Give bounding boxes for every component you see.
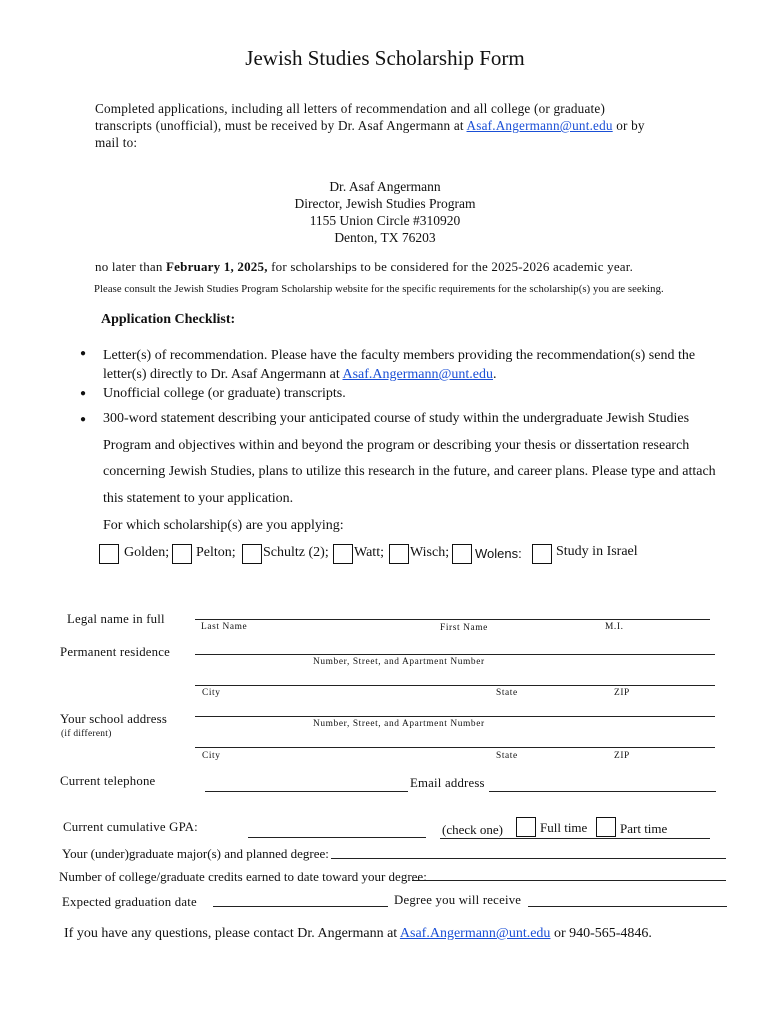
address-line-2: Director, Jewish Studies Program <box>294 196 476 211</box>
contact-note <box>64 926 652 942</box>
school-street-input[interactable] <box>195 716 715 717</box>
address-line-4: Denton, TX 76203 <box>334 230 436 245</box>
bullet-2: ● <box>80 388 87 399</box>
school-zip-label: ZIP <box>614 751 630 761</box>
wolens-checkbox[interactable] <box>452 544 472 564</box>
gpa-input[interactable] <box>248 837 426 838</box>
watt-label: Watt; <box>354 545 384 560</box>
wisch-label: Wisch; <box>410 545 450 560</box>
checklist-item-statement-line-3: concerning Jewish Studies, plans to utilize this research in the future, and career plans. Please type and attach <box>103 464 716 479</box>
intro-paragraph <box>95 100 655 151</box>
israel-checkbox[interactable] <box>532 544 552 564</box>
footer-email-link[interactable]: Asaf.Angermann@unt.edu <box>399 926 551 941</box>
email-label: Email address <box>410 776 485 790</box>
golden-checkbox[interactable] <box>99 544 119 564</box>
consult-note: Please consult the Jewish Studies Program Scholarship website for the specific requirements for the scholarship(s) you are seeking. <box>94 284 664 295</box>
address-line-3: 1155 Union Circle #310920 <box>309 213 461 228</box>
grad-date-label: Expected graduation date <box>62 895 197 909</box>
full-time-checkbox[interactable] <box>516 817 536 837</box>
mailing-address <box>0 178 770 246</box>
permanent-street-label: Number, Street, and Apartment Number <box>313 657 485 667</box>
checklist-item-letters <box>103 346 723 384</box>
check-one-label: (check one) <box>442 822 503 837</box>
deadline-date: February 1, 2025, <box>166 259 268 274</box>
permanent-state-label: State <box>496 688 518 698</box>
major-input[interactable] <box>331 858 726 859</box>
telephone-label: Current telephone <box>60 774 156 788</box>
intro-email-link[interactable]: Asaf.Angermann@unt.edu <box>466 118 613 133</box>
school-city-input[interactable] <box>195 747 715 748</box>
full-time-label: Full time <box>540 820 588 835</box>
golden-label: Golden; <box>124 545 170 560</box>
watt-checkbox[interactable] <box>333 544 353 564</box>
contact-phone-text: or 940-565-4846. <box>550 926 652 941</box>
checklist-email-link[interactable]: Asaf.Angermann@unt.edu <box>342 367 494 382</box>
first-name-label: First Name <box>440 623 488 633</box>
permanent-city-label: City <box>202 688 221 698</box>
enrollment-underline <box>440 838 710 839</box>
checklist-item-letters-end: . <box>493 367 497 382</box>
pelton-checkbox[interactable] <box>172 544 192 564</box>
contact-text: If you have any questions, please contact Dr. Angermann at <box>64 926 400 941</box>
permanent-city-input[interactable] <box>195 685 715 686</box>
checklist-item-statement-line-2: Program and objectives within and beyond the program or describing your thesis or dissertation research <box>103 438 690 453</box>
permanent-street-input[interactable] <box>195 654 715 655</box>
school-street-label: Number, Street, and Apartment Number <box>313 719 485 729</box>
part-time-label: Part time <box>620 821 668 836</box>
permanent-zip-label: ZIP <box>614 688 630 698</box>
bullet-1: ● <box>80 348 87 359</box>
form-title: Jewish Studies Scholarship Form <box>245 46 525 70</box>
checklist-item-statement-line-1: 300-word statement describing your anticipated course of study within the undergraduate Jewish Studies <box>103 411 690 426</box>
if-different-label: (if different) <box>61 729 112 739</box>
checklist-item-letters-text: Letter(s) of recommendation. Please have the faculty members providing the recommendation(s) send the letter(s) directly to Dr. Asaf Angermann at <box>103 348 696 382</box>
email-input[interactable] <box>489 791 716 792</box>
gpa-label: Current cumulative GPA: <box>63 820 198 834</box>
school-state-label: State <box>496 751 518 761</box>
schultz-label: Schultz (2); <box>263 545 329 560</box>
checklist-item-transcripts: Unofficial college (or graduate) transcripts. <box>103 386 346 401</box>
mi-label: M.I. <box>605 622 624 632</box>
degree-input[interactable] <box>528 906 727 907</box>
israel-label: Study in Israel <box>556 544 638 559</box>
deadline-suffix: for scholarships to be considered for the 2025-2026 academic year. <box>267 259 634 274</box>
part-time-checkbox[interactable] <box>596 817 616 837</box>
school-address-label: Your school address <box>60 712 168 726</box>
pelton-label: Pelton; <box>196 545 236 560</box>
address-line-1: Dr. Asaf Angermann <box>329 179 441 194</box>
telephone-input[interactable] <box>205 791 408 792</box>
last-name-label: Last Name <box>201 622 248 632</box>
major-label: Your (under)graduate major(s) and planned degree: <box>62 846 329 861</box>
wisch-checkbox[interactable] <box>389 544 409 564</box>
credits-label: Number of college/graduate credits earned to date toward your degree: <box>59 869 427 884</box>
degree-label: Degree you will receive <box>394 893 522 907</box>
deadline-text <box>95 259 633 275</box>
legal-name-label: Legal name in full <box>67 612 165 626</box>
checklist-heading: Application Checklist: <box>101 312 236 327</box>
deadline-prefix: no later than <box>95 259 167 274</box>
permanent-residence-label: Permanent residence <box>60 645 171 659</box>
legal-name-input[interactable] <box>195 619 710 620</box>
grad-date-input[interactable] <box>213 906 388 907</box>
bullet-3: ● <box>80 414 87 425</box>
wolens-label: Wolens: <box>475 546 522 561</box>
schultz-checkbox[interactable] <box>242 544 262 564</box>
checklist-item-statement-line-4: this statement to your application. <box>103 491 294 506</box>
school-city-label: City <box>202 751 221 761</box>
scholarship-question: For which scholarship(s) are you applying: <box>103 518 344 533</box>
intro-text-end: or by mail to: <box>95 118 645 150</box>
credits-input[interactable] <box>412 880 726 881</box>
intro-text: Completed applications, including all letters of recommendation and all college (or graduate) transcripts (unofficial), must be received by Dr. Asaf Angermann at <box>95 101 606 133</box>
